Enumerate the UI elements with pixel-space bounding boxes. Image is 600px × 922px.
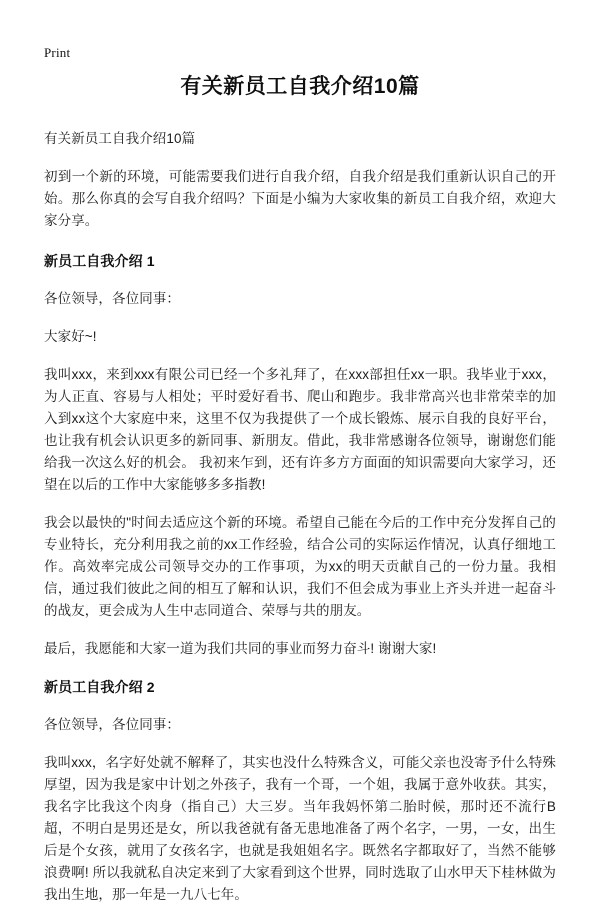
document-subtitle: 有关新员工自我介绍10篇 [44,131,196,146]
section-1-paragraph-3: 我叫xxx，来到xxx有限公司已经一个多礼拜了，在xxx部担任xx一职。我毕业于xxx，为人正直、容易与人相处；平时爱好看书、爬山和跑步。我非常高兴也非常荣幸的加入到xx这个大家庭中来，这里不仅为我提供了一个成长锻炼、展示自我的良好平台，也让我有机会认识更多的新同事、新朋友。借此，我非常感谢各位领导，谢谢您们能给我一次这么好的机会。 我初来乍到，还有许多方方面面的知识需要向大家学习，还望在以后的工作中大家能够多多指教! [44,367,556,492]
section-1-paragraph-1: 各位领导，各位同事： [44,291,180,306]
section-1-paragraph-2: 大家好~! [44,329,97,344]
page-title: 有关新员工自我介绍10篇 [180,75,420,98]
section-1-paragraph-4: 我会以最快的"时间去适应这个新的环境。希望自己能在今后的工作中充分发挥自己的专业特长，充分利用我之前的xx工作经验，结合公司的实际运作情况，认真仔细地工作。高效率完成公司领导交办的工作事项，为xx的明天贡献自己的一份力量。我相信，通过我们彼此之间的相互了解和认识，我们不但会成为事业上齐头并进一起奋斗的战友，更会成为人生中志同道合、荣辱与共的朋友。 [44,515,556,618]
print-toolbar [44,44,70,62]
intro-paragraph: 初到一个新的环境，可能需要我们进行自我介绍，自我介绍是我们重新认识自己的开始。那么你真的会写自我介绍吗？下面是小编为大家收集的新员工自我介绍，欢迎大家分享。 [44,169,556,228]
section-heading-2: 新员工自我介绍 2 [44,679,155,695]
section-2-paragraph-2: 我叫xxx，名字好处就不解释了，其实也没什么特殊含义，可能父亲也没寄予什么特殊厚望，因为我是家中计划之外孩子，我有一个哥，一个姐，我属于意外收获。其实，我名字比我这个肉身（指自己）大三岁。当年我妈怀第二胎时候，那时还不流行B超，不明白是男还是女，所以我爸就有备无患地准备了两个名字，一男，一女，出生后是个女孩，就用了女孩名字，也就是我姐姐名字。既然名字都取好了，当然不能够浪费啊! 所以我就私自决定来到了大家看到这个世界，同时选取了山水甲天下桂林做为我出生地，那一年是一九八七年。 [44,755,556,902]
section-1-paragraph-5: 最后，我愿能和大家一道为我们共同的事业而努力奋斗! 谢谢大家! [44,641,437,656]
section-heading-1: 新员工自我介绍 1 [44,253,155,269]
print-button[interactable]: Print [44,45,71,60]
document-body [44,72,556,922]
section-2-paragraph-1: 各位领导，各位同事： [44,717,180,732]
